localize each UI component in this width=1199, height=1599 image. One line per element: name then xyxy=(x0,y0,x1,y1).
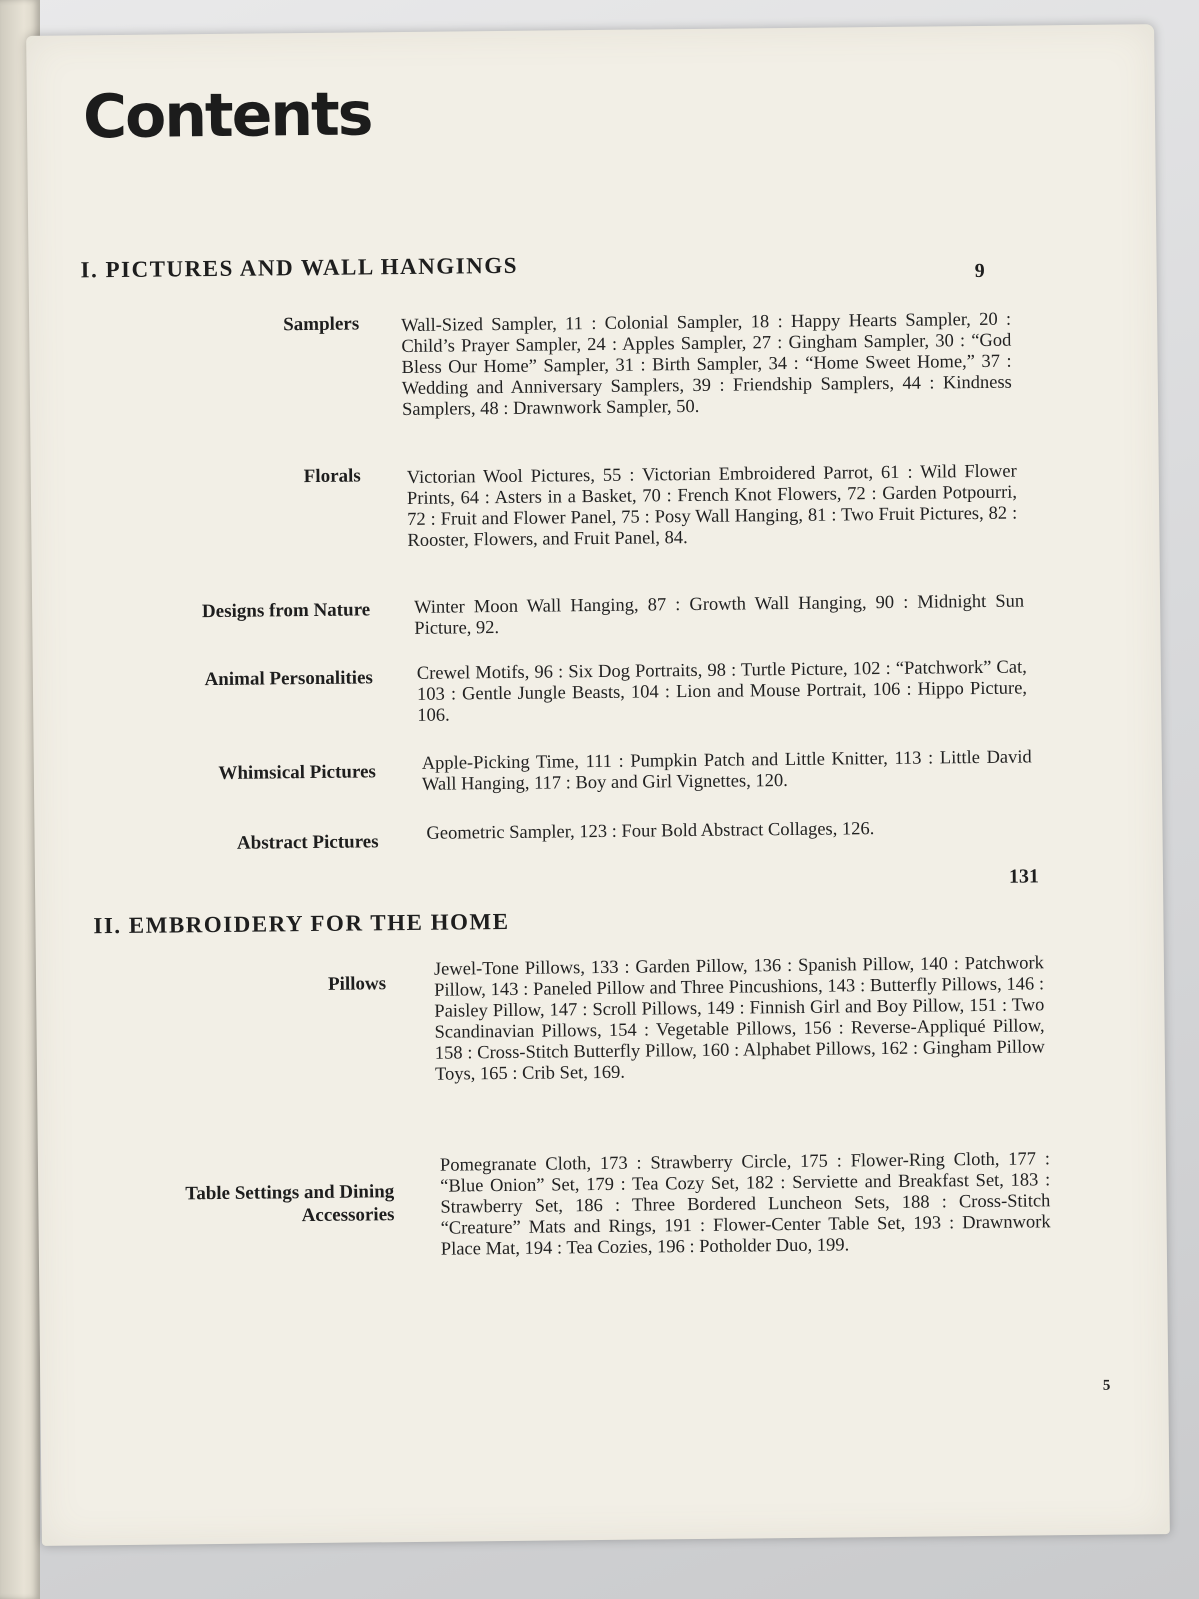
entry-label-animal-personalities: Animal Personalities xyxy=(204,667,373,691)
entry-label-table-settings: Table Settings and Dining Accessories xyxy=(185,1181,395,1227)
entry-label-florals: Florals xyxy=(303,465,361,488)
entry-text-pillows: Jewel-Tone Pillows, 133 : Garden Pillow, 136 : Spanish Pillow, 140 : Patchwork Pillow, 143 : Paneled Pillow and Three Pincushions, 143 : Butterfly Pillows, 146 : Paisley Pillow, 147 : Scroll Pillows, 149 : Finnish Girl and Boy Pillow, 151 : Two Scandinavian Pillows, 154 : Vegetable Pillows, 156 : Reverse-Appliqué Pillow, 158 : Cross-Stitch Butterfly Pillow, 160 : Alphabet Pillows, 162 : Gingham Pillow Toys, 165 : Crib Set, 169. xyxy=(433,953,1045,1085)
page-content xyxy=(26,24,1170,1546)
section-page-1: 9 xyxy=(974,259,985,283)
entry-label-whimsical-pictures: Whimsical Pictures xyxy=(218,761,376,784)
section-page-2: 131 xyxy=(1008,865,1040,888)
entry-text-samplers: Wall-Sized Sampler, 11 : Colonial Sampler, 18 : Happy Hearts Sampler, 20 : Child’s Prayer Sampler, 24 : Apples Sampler, 27 : Gingham Sampler, 30 : “God Bless Our Home” Sampler, 31 : Birth Sampler, 34 : “Home Sweet Home,” 37 : Wedding and Anniversary Samplers, 39 : Friendship Samplers, 44 : Kindness Samplers, 48 : Drawnwork Sampler, 50. xyxy=(401,309,1012,421)
entry-label-abstract-pictures: Abstract Pictures xyxy=(236,831,379,854)
entry-text-animal-personalities: Crewel Motifs, 96 : Six Dog Portraits, 98 : Turtle Picture, 102 : “Patchwork” Cat, 103 : Gentle Jungle Beasts, 104 : Lion and Mouse Portrait, 106 : Hippo Picture, 106. xyxy=(416,657,1028,726)
entry-label-pillows: Pillows xyxy=(327,973,387,995)
book-page xyxy=(26,24,1170,1546)
entry-label-designs-from-nature: Designs from Nature xyxy=(201,599,371,623)
entry-text-florals: Victorian Wool Pictures, 55 : Victorian Embroidered Parrot, 61 : Wild Flower Prints, 64 : Asters in a Basket, 70 : French Knot Flowers, 72 : Garden Potpourri, 72 : Fruit and Flower Panel, 75 : Posy Wall Hanging, 81 : Two Fruit Pictures, 82 : Rooster, Flowers, and Fruit Panel, 84. xyxy=(406,461,1018,551)
entry-text-abstract-pictures: Geometric Sampler, 123 : Four Bold Abstract Collages, 126. xyxy=(426,819,875,844)
section-heading-2: II. EMBROIDERY FOR THE HOME xyxy=(93,908,510,939)
page-number: 5 xyxy=(1102,1377,1111,1394)
entry-text-designs-from-nature: Winter Moon Wall Hanging, 87 : Growth Wall Hanging, 90 : Midnight Sun Picture, 92. xyxy=(414,591,1025,639)
entry-text-whimsical-pictures: Apple-Picking Time, 111 : Pumpkin Patch and Little Knitter, 113 : Little David Wall Hanging, 117 : Boy and Girl Vignettes, 120. xyxy=(421,747,1032,795)
section-heading-1: I. PICTURES AND WALL HANGINGS xyxy=(80,252,519,283)
page-title: Contents xyxy=(82,79,372,153)
entry-text-table-settings: Pomegranate Cloth, 173 : Strawberry Circle, 175 : Flower-Ring Cloth, 177 : “Blue Onion” Set, 179 : Tea Cozy Set, 182 : Serviette and Breakfast Set, 183 : Strawberry Set, 186 : Three Bordered Luncheon Sets, 188 : Cross-Stitch “Creature” Mats and Rings, 191 : Flower-Center Table Set, 193 : Drawnwork Place Mat, 194 : Tea Cozies, 196 : Potholder Duo, 199. xyxy=(439,1149,1051,1260)
entry-label-samplers: Samplers xyxy=(283,313,360,336)
